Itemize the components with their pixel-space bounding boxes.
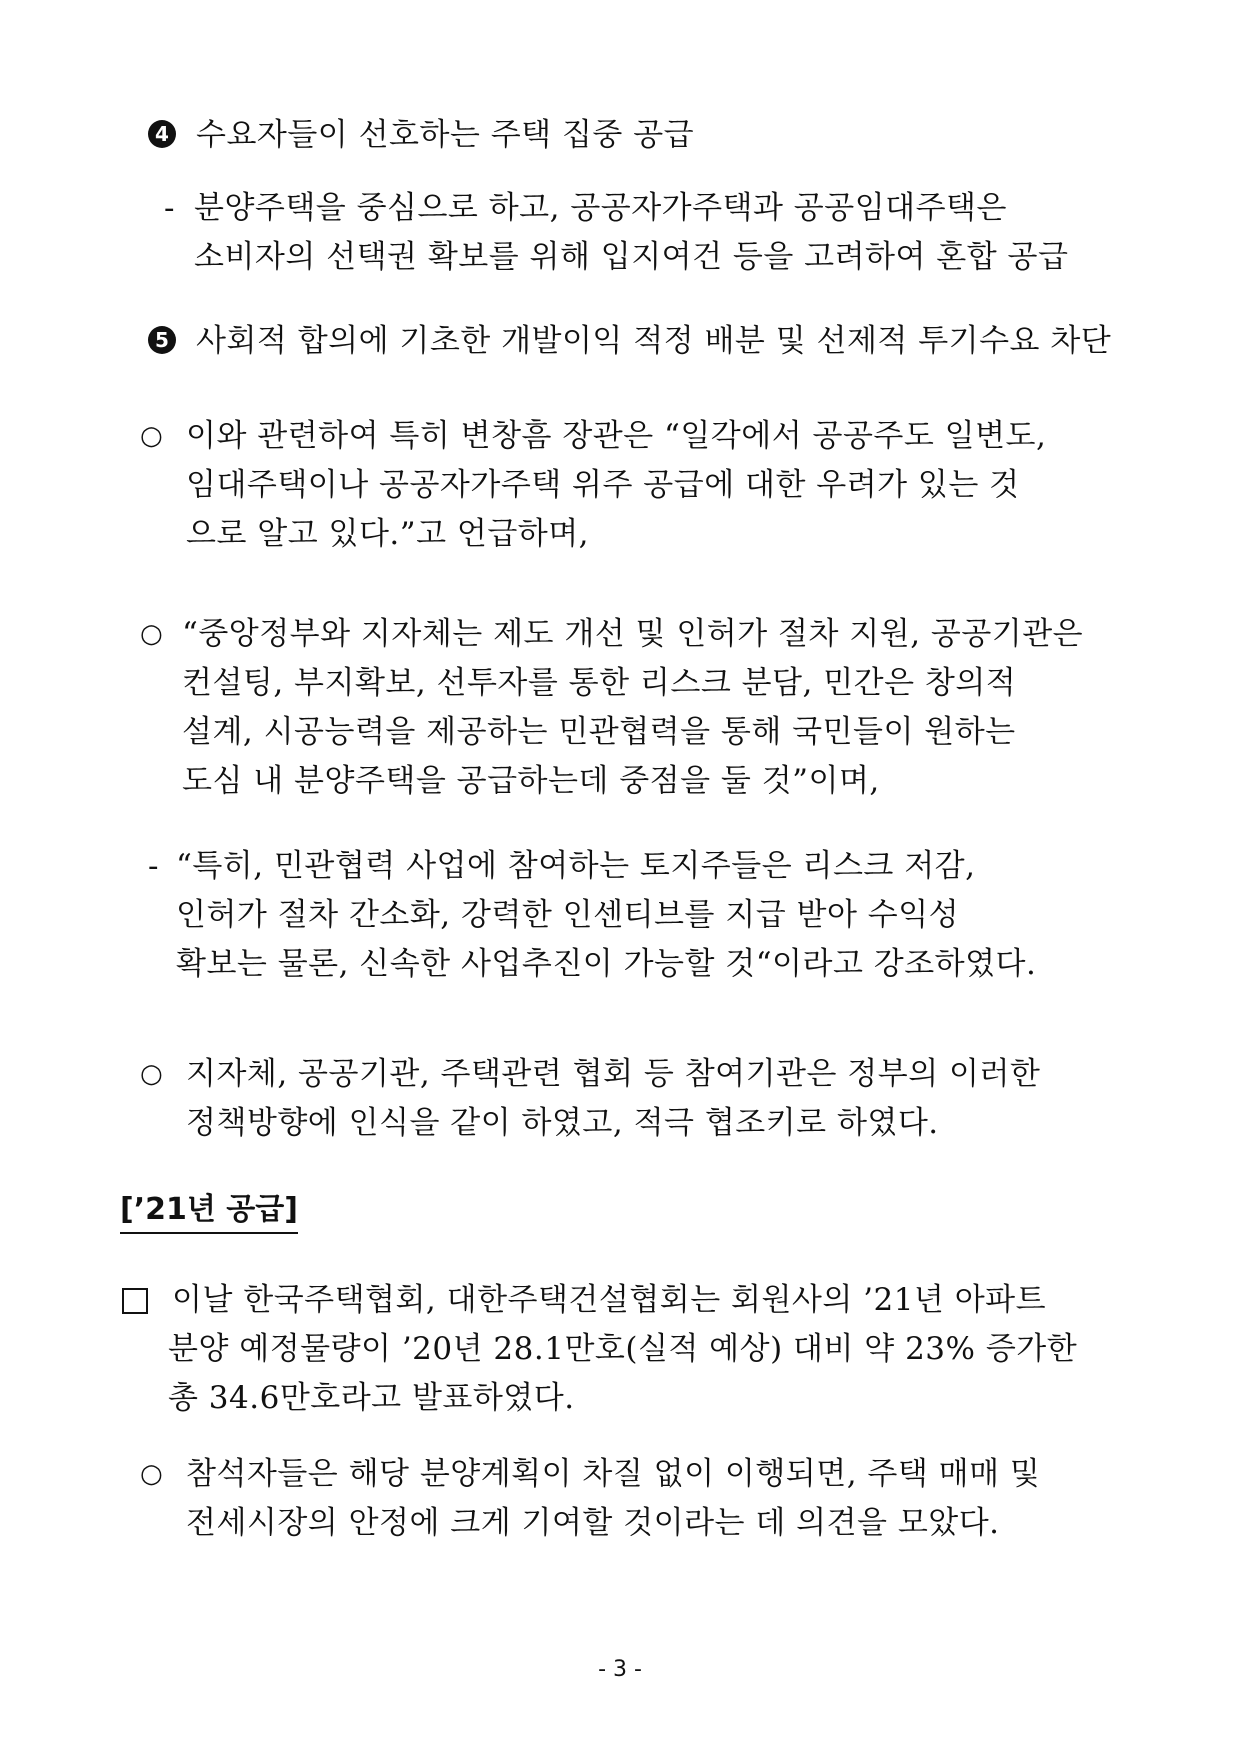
item4-line-1: 분양주택을 중심으로 하고, 공공자가주택과 공공임대주택은: [194, 190, 1007, 226]
para2-line-2: 컨설팅, 부지확보, 선투자를 통한 리스크 분담, 민간은 창의적: [182, 665, 1017, 701]
para4-body: [186, 1050, 1126, 1148]
para2-line-4: 도심 내 분양주택을 공급하는데 중점을 둘 것”이며,: [182, 763, 880, 799]
bullet-circle-marker: ○: [140, 1459, 163, 1489]
para1-line-2: 임대주택이나 공공자가주택 위주 공급에 대한 우려가 있는 것: [186, 467, 1020, 503]
para2-body: [182, 610, 1126, 806]
para3-line-2: 인허가 절차 간소화, 강력한 인센티브를 지급 받아 수익성: [176, 897, 960, 933]
para3-body: [176, 842, 1116, 989]
para2-line-1: “중앙정부와 지자체는 제도 개선 및 인허가 절차 지원, 공공기관은: [182, 616, 1084, 652]
item4-title: 수요자들이 선호하는 주택 집중 공급: [196, 117, 695, 153]
para5-body: [168, 1276, 1126, 1423]
para6-line-1: 참석자들은 해당 분양계획이 차질 없이 이행되면, 주택 매매 및: [186, 1456, 1041, 1492]
item4-line-2: 소비자의 선택권 확보를 위해 입지여건 등을 고려하여 혼합 공급: [194, 239, 1069, 275]
para3-line-1: “특히, 민관협력 사업에 참여하는 토지주들은 리스크 저감,: [176, 848, 976, 884]
para5-line-2: 분양 예정물량이 ’20년 28.1만호(실적 예상) 대비 약 23% 증가한: [168, 1331, 1078, 1367]
para1-line-1: 이와 관련하여 특히 변창흠 장관은 “일각에서 공공주도 일변도,: [186, 418, 1047, 454]
para5-line-1: 이날 한국주택협회, 대한주택건설협회는 회원사의 ’21년 아파트: [172, 1282, 1047, 1318]
para3-line-3: 확보는 물론, 신속한 사업추진이 가능할 것“이라고 강조하였다.: [176, 946, 1037, 982]
para6-body: [186, 1450, 1126, 1548]
bullet-circle-marker: ○: [140, 1059, 163, 1089]
section-heading: [’21년 공급]: [120, 1190, 298, 1234]
para2-line-3: 설계, 시공능력을 제공하는 민관협력을 통해 국민들이 원하는: [182, 714, 1016, 750]
para6-line-2: 전세시장의 안정에 크게 기여할 것이라는 데 의견을 모았다.: [186, 1505, 1000, 1541]
bullet-circle-marker: ○: [140, 421, 163, 451]
item4-dash: -: [164, 190, 175, 226]
checkbox-square-marker: [122, 1288, 148, 1314]
item5-title: 사회적 합의에 기초한 개발이익 적정 배분 및 선제적 투기수요 차단: [196, 323, 1112, 359]
circled-number-5: 5: [148, 326, 176, 354]
para4-line-1: 지자체, 공공기관, 주택관련 협회 등 참여기관은 정부의 이러한: [186, 1056, 1041, 1092]
para5-line-3: 총 34.6만호라고 발표하였다.: [168, 1380, 575, 1416]
para3-dash: -: [148, 848, 159, 884]
para1-line-3: 으로 알고 있다.”고 언급하며,: [186, 516, 590, 552]
item4-body: [194, 184, 1104, 282]
page-number: - 3 -: [598, 1657, 642, 1682]
bullet-circle-marker: ○: [140, 619, 163, 649]
circled-number-4: 4: [148, 120, 176, 148]
para1-body: [186, 412, 1126, 559]
para4-line-2: 정책방향에 인식을 같이 하였고, 적극 협조키로 하였다.: [186, 1105, 939, 1141]
